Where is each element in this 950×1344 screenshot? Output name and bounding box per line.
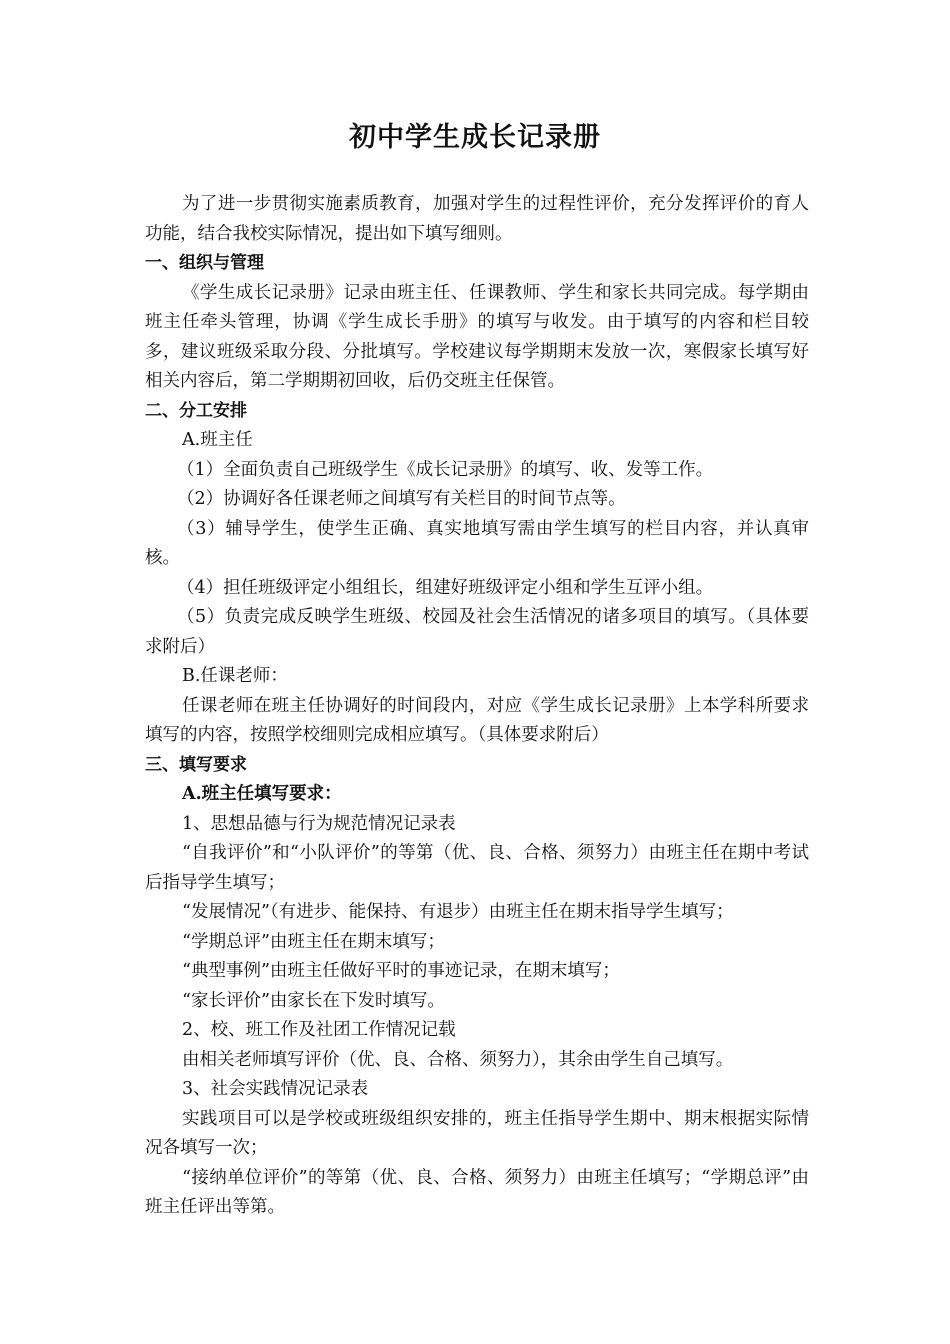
section-2-item: （2）协调好各任课老师之间填写有关栏目的时间节点等。 (177, 489, 626, 509)
section-3-item1-line: “学期总评”由班主任在期末填写； (182, 931, 445, 952)
section-2-item: （4）担任班级评定小组组长，组建好班级评定小组和学生互评小组。 (177, 577, 714, 598)
section-3-item3-title: 3、社会实践情况记录表 (182, 1079, 369, 1099)
section-3-item2-text: 由相关老师填写评价（优、良、合格、须努力），其余由学生自己填写。 (182, 1049, 734, 1070)
section-3-item1-line: “家长评价”由家长在下发时填写。 (182, 990, 445, 1011)
section-3-a-label: A.班主任填写要求： (182, 784, 342, 804)
section-2-a-label: A.班主任 (182, 430, 253, 450)
section-2-heading: 二、分工安排 (145, 400, 247, 421)
section-2-item: （3）辅导学生，使学生正确、真实地填写需由学生填写的栏目内容，并认真审核。 (145, 518, 809, 568)
intro-paragraph: 为了进一步贯彻实施素质教育，加强对学生的过程性评价，充分发挥评价的育人功能，结合我校实际情况，提出如下填写细则。 (145, 194, 809, 244)
section-3-heading: 三、填写要求 (145, 754, 247, 775)
section-3-item2-title: 2、校、班工作及社团工作情况记载 (182, 1020, 456, 1040)
document-title: 初中学生成长记录册 (349, 122, 601, 153)
section-2-b-label: B.任课老师： (182, 666, 288, 686)
section-2-b-text: 任课老师在班主任协调好的时间段内，对应《学生成长记录册》上本学科所要求填写的内容，按照学校细则完成相应填写。（具体要求附后） (145, 695, 809, 745)
section-3-item1-title: 1、思想品德与行为规范情况记录表 (182, 813, 456, 834)
section-3-item3-line: “接纳单位评价”的等第（优、良、合格、须努力）由班主任填写；“学期总评”由班主任评出等第。 (145, 1167, 809, 1217)
section-3-item1-line: “发展情况”（有进步、能保持、有退步）由班主任在期末指导学生填写； (182, 902, 734, 922)
document-body (145, 190, 809, 1223)
section-1-text: 《学生成长记录册》记录由班主任、任课教师、学生和家长共同完成。每学期由班主任牵头管理，协调《学生成长手册》的填写与收发。由于填写的内容和栏目较多，建议班级采取分段、分批填写。学校建议每学期期末发放一次，寒假家长填写好相关内容后，第二学期期初回收，后仍交班主任保管。 (145, 282, 809, 391)
section-3-item1-line: “典型事例”由班主任做好平时的事迹记录，在期末填写； (182, 961, 620, 981)
section-2-item: （1）全面负责自己班级学生《成长记录册》的填写、收、发等工作。 (177, 459, 714, 480)
section-3-item1-line: “自我评价”和“小队评价”的等第（优、良、合格、须努力）由班主任在期中考试后指导学生填写； (145, 843, 809, 893)
section-2-item: （5）负责完成反映学生班级、校园及社会生活情况的诸多项目的填写。（具体要求附后） (145, 607, 809, 657)
section-1-heading: 一、组织与管理 (145, 253, 264, 273)
section-3-item3-line: 实践项目可以是学校或班级组织安排的，班主任指导学生期中、期末根据实际情况各填写一次； (145, 1108, 809, 1158)
